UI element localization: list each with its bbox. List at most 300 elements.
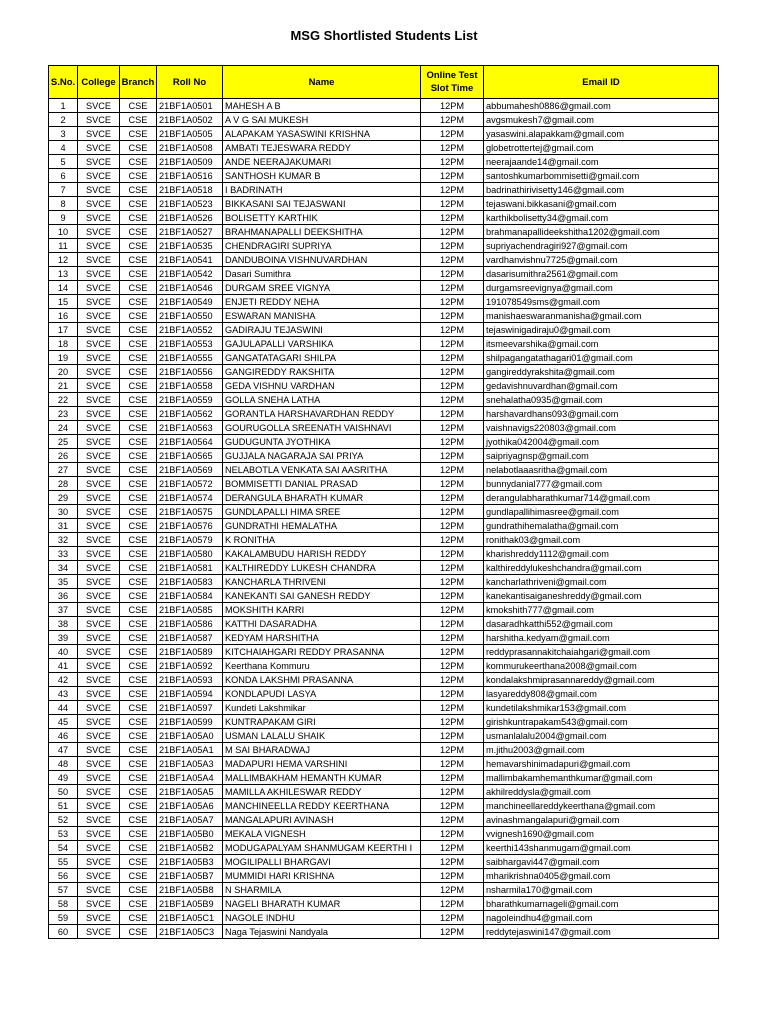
cell-rollno: 21BF1A0509 — [157, 155, 223, 169]
cell-slot-time: 12PM — [421, 799, 484, 813]
table-row — [49, 631, 719, 645]
cell-email: shilpagangatathagari01@gmail.com — [484, 351, 719, 365]
cell-slot-time: 12PM — [421, 155, 484, 169]
cell-slot-time: 12PM — [421, 631, 484, 645]
cell-rollno: 21BF1A0552 — [157, 323, 223, 337]
cell-email: kondalakshmiprasannareddy@gmail.com — [484, 673, 719, 687]
cell-rollno: 21BF1A0535 — [157, 239, 223, 253]
page-title: MSG Shortlisted Students List — [290, 28, 478, 43]
cell-college: SVCE — [78, 449, 120, 463]
cell-branch: CSE — [120, 701, 157, 715]
cell-branch: CSE — [120, 547, 157, 561]
table-row — [49, 687, 719, 701]
cell-slot-time: 12PM — [421, 463, 484, 477]
cell-name: GUNDLAPALLI HIMA SREE — [223, 505, 421, 519]
cell-college: SVCE — [78, 295, 120, 309]
cell-branch: CSE — [120, 841, 157, 855]
cell-name: M SAI BHARADWAJ — [223, 743, 421, 757]
cell-branch: CSE — [120, 799, 157, 813]
cell-rollno: 21BF1A0586 — [157, 617, 223, 631]
cell-email: dasaradhkatthi552@gmail.com — [484, 617, 719, 631]
cell-sno: 26 — [49, 449, 78, 463]
cell-college: SVCE — [78, 505, 120, 519]
cell-slot-time: 12PM — [421, 197, 484, 211]
cell-sno: 33 — [49, 547, 78, 561]
cell-email: hemavarshinimadapuri@gmail.com — [484, 757, 719, 771]
cell-slot-time: 12PM — [421, 911, 484, 925]
cell-sno: 19 — [49, 351, 78, 365]
cell-sno: 58 — [49, 897, 78, 911]
cell-slot-time: 12PM — [421, 449, 484, 463]
table-row — [49, 197, 719, 211]
header-sno: S.No. — [49, 66, 78, 99]
cell-sno: 23 — [49, 407, 78, 421]
cell-rollno: 21BF1A0555 — [157, 351, 223, 365]
table-row — [49, 883, 719, 897]
cell-sno: 12 — [49, 253, 78, 267]
cell-branch: CSE — [120, 113, 157, 127]
cell-rollno: 21BF1A0585 — [157, 603, 223, 617]
cell-branch: CSE — [120, 897, 157, 911]
cell-email: brahmanapallideekshitha1202@gmail.com — [484, 225, 719, 239]
cell-email: m.jithu2003@gmail.com — [484, 743, 719, 757]
cell-rollno: 21BF1A0556 — [157, 365, 223, 379]
cell-slot-time: 12PM — [421, 379, 484, 393]
cell-college: SVCE — [78, 687, 120, 701]
table-row — [49, 435, 719, 449]
cell-email: manishaeswaranmanisha@gmail.com — [484, 309, 719, 323]
cell-email: vaishnavigs220803@gmail.com — [484, 421, 719, 435]
cell-branch: CSE — [120, 239, 157, 253]
cell-name: Kundeti Lakshmikar — [223, 701, 421, 715]
cell-slot-time: 12PM — [421, 491, 484, 505]
cell-email: vvignesh1690@gmail.com — [484, 827, 719, 841]
cell-branch: CSE — [120, 225, 157, 239]
header-slot-line2: Slot Time — [430, 83, 474, 94]
cell-name: GORANTLA HARSHAVARDHAN REDDY — [223, 407, 421, 421]
table-row — [49, 869, 719, 883]
cell-sno: 42 — [49, 673, 78, 687]
cell-sno: 4 — [49, 141, 78, 155]
cell-rollno: 21BF1A0575 — [157, 505, 223, 519]
cell-college: SVCE — [78, 267, 120, 281]
cell-sno: 59 — [49, 911, 78, 925]
cell-sno: 54 — [49, 841, 78, 855]
cell-slot-time: 12PM — [421, 141, 484, 155]
cell-rollno: 21BF1A0541 — [157, 253, 223, 267]
table-row — [49, 449, 719, 463]
cell-rollno: 21BF1A0562 — [157, 407, 223, 421]
cell-rollno: 21BF1A05A4 — [157, 771, 223, 785]
cell-sno: 49 — [49, 771, 78, 785]
cell-name: MUMMIDI HARI KRISHNA — [223, 869, 421, 883]
cell-college: SVCE — [78, 393, 120, 407]
cell-name: Naga Tejaswini Nandyala — [223, 925, 421, 939]
cell-email: kundetilakshmikar153@gmail.com — [484, 701, 719, 715]
cell-sno: 20 — [49, 365, 78, 379]
cell-rollno: 21BF1A0583 — [157, 575, 223, 589]
cell-name: MOKSHITH KARRI — [223, 603, 421, 617]
table-row — [49, 337, 719, 351]
cell-sno: 9 — [49, 211, 78, 225]
cell-rollno: 21BF1A0589 — [157, 645, 223, 659]
cell-college: SVCE — [78, 757, 120, 771]
table-row — [49, 617, 719, 631]
header-name: Name — [223, 66, 421, 99]
cell-name: BRAHMANAPALLI DEEKSHITHA — [223, 225, 421, 239]
cell-slot-time: 12PM — [421, 547, 484, 561]
cell-sno: 2 — [49, 113, 78, 127]
cell-email: usmanlalalu2004@gmail.com — [484, 729, 719, 743]
cell-rollno: 21BF1A05B9 — [157, 897, 223, 911]
cell-sno: 27 — [49, 463, 78, 477]
table-row — [49, 897, 719, 911]
table-row — [49, 533, 719, 547]
cell-branch: CSE — [120, 519, 157, 533]
cell-college: SVCE — [78, 869, 120, 883]
header-slot-line1: Online Test — [426, 70, 478, 81]
cell-email: derangulabharathkumar714@gmail.com — [484, 491, 719, 505]
cell-slot-time: 12PM — [421, 687, 484, 701]
cell-name: K RONITHA — [223, 533, 421, 547]
cell-rollno: 21BF1A05B3 — [157, 855, 223, 869]
cell-name: I BADRINATH — [223, 183, 421, 197]
cell-sno: 36 — [49, 589, 78, 603]
cell-slot-time: 12PM — [421, 757, 484, 771]
table-row — [49, 463, 719, 477]
cell-name: NAGOLE INDHU — [223, 911, 421, 925]
cell-name: USMAN LALALU SHAIK — [223, 729, 421, 743]
cell-slot-time: 12PM — [421, 337, 484, 351]
cell-college: SVCE — [78, 155, 120, 169]
cell-college: SVCE — [78, 855, 120, 869]
cell-branch: CSE — [120, 449, 157, 463]
cell-sno: 25 — [49, 435, 78, 449]
cell-college: SVCE — [78, 463, 120, 477]
cell-slot-time: 12PM — [421, 715, 484, 729]
cell-slot-time: 12PM — [421, 589, 484, 603]
table-row — [49, 561, 719, 575]
table-row — [49, 841, 719, 855]
cell-rollno: 21BF1A0501 — [157, 99, 223, 113]
cell-name: KITCHAIAHGARI REDDY PRASANNA — [223, 645, 421, 659]
cell-email: kancharlathriveni@gmail.com — [484, 575, 719, 589]
cell-slot-time: 12PM — [421, 785, 484, 799]
cell-branch: CSE — [120, 813, 157, 827]
cell-name: ESWARAN MANISHA — [223, 309, 421, 323]
cell-name: MOGILIPALLI BHARGAVI — [223, 855, 421, 869]
cell-college: SVCE — [78, 477, 120, 491]
cell-slot-time: 12PM — [421, 813, 484, 827]
table-row — [49, 827, 719, 841]
cell-slot-time: 12PM — [421, 659, 484, 673]
cell-name: KONDA LAKSHMI PRASANNA — [223, 673, 421, 687]
cell-rollno: 21BF1A05B2 — [157, 841, 223, 855]
cell-branch: CSE — [120, 785, 157, 799]
cell-branch: CSE — [120, 99, 157, 113]
cell-name: MALLIMBAKHAM HEMANTH KUMAR — [223, 771, 421, 785]
cell-branch: CSE — [120, 197, 157, 211]
cell-rollno: 21BF1A0559 — [157, 393, 223, 407]
cell-slot-time: 12PM — [421, 925, 484, 939]
cell-college: SVCE — [78, 183, 120, 197]
cell-name: CHENDRAGIRI SUPRIYA — [223, 239, 421, 253]
table-row — [49, 645, 719, 659]
cell-college: SVCE — [78, 281, 120, 295]
cell-branch: CSE — [120, 281, 157, 295]
cell-name: GEDA VISHNU VARDHAN — [223, 379, 421, 393]
cell-sno: 35 — [49, 575, 78, 589]
cell-sno: 7 — [49, 183, 78, 197]
cell-slot-time: 12PM — [421, 365, 484, 379]
cell-rollno: 21BF1A05A5 — [157, 785, 223, 799]
table-row — [49, 813, 719, 827]
cell-rollno: 21BF1A05A1 — [157, 743, 223, 757]
cell-branch: CSE — [120, 407, 157, 421]
cell-slot-time: 12PM — [421, 743, 484, 757]
cell-sno: 45 — [49, 715, 78, 729]
cell-slot-time: 12PM — [421, 127, 484, 141]
cell-branch: CSE — [120, 715, 157, 729]
cell-email: gedavishnuvardhan@gmail.com — [484, 379, 719, 393]
cell-email: durgamsreevignya@gmail.com — [484, 281, 719, 295]
table-row — [49, 155, 719, 169]
cell-branch: CSE — [120, 855, 157, 869]
cell-branch: CSE — [120, 673, 157, 687]
table-row — [49, 771, 719, 785]
cell-college: SVCE — [78, 771, 120, 785]
cell-sno: 21 — [49, 379, 78, 393]
cell-branch: CSE — [120, 477, 157, 491]
cell-name: GUNDRATHI HEMALATHA — [223, 519, 421, 533]
cell-college: SVCE — [78, 435, 120, 449]
cell-slot-time: 12PM — [421, 295, 484, 309]
cell-branch: CSE — [120, 337, 157, 351]
cell-sno: 11 — [49, 239, 78, 253]
table-row — [49, 715, 719, 729]
cell-branch: CSE — [120, 393, 157, 407]
cell-branch: CSE — [120, 253, 157, 267]
cell-slot-time: 12PM — [421, 351, 484, 365]
cell-email: ronithak03@gmail.com — [484, 533, 719, 547]
table-row — [49, 407, 719, 421]
cell-rollno: 21BF1A0592 — [157, 659, 223, 673]
cell-name: GANGIREDDY RAKSHITA — [223, 365, 421, 379]
cell-sno: 60 — [49, 925, 78, 939]
cell-branch: CSE — [120, 323, 157, 337]
cell-sno: 30 — [49, 505, 78, 519]
cell-branch: CSE — [120, 659, 157, 673]
cell-rollno: 21BF1A0527 — [157, 225, 223, 239]
cell-sno: 38 — [49, 617, 78, 631]
table-row — [49, 183, 719, 197]
cell-name: BOMMISETTI DANIAL PRASAD — [223, 477, 421, 491]
cell-college: SVCE — [78, 309, 120, 323]
cell-college: SVCE — [78, 729, 120, 743]
cell-name: GAJULAPALLI VARSHIKA — [223, 337, 421, 351]
cell-college: SVCE — [78, 575, 120, 589]
cell-slot-time: 12PM — [421, 435, 484, 449]
cell-slot-time: 12PM — [421, 855, 484, 869]
cell-rollno: 21BF1A0550 — [157, 309, 223, 323]
cell-college: SVCE — [78, 225, 120, 239]
cell-college: SVCE — [78, 211, 120, 225]
cell-email: saipriyagnsp@gmail.com — [484, 449, 719, 463]
table-row — [49, 673, 719, 687]
cell-email: nagoleindhu4@gmail.com — [484, 911, 719, 925]
cell-sno: 31 — [49, 519, 78, 533]
cell-name: AMBATI TEJESWARA REDDY — [223, 141, 421, 155]
cell-name: BOLISETTY KARTHIK — [223, 211, 421, 225]
cell-slot-time: 12PM — [421, 267, 484, 281]
cell-college: SVCE — [78, 925, 120, 939]
cell-sno: 48 — [49, 757, 78, 771]
cell-slot-time: 12PM — [421, 645, 484, 659]
cell-sno: 10 — [49, 225, 78, 239]
cell-rollno: 21BF1A05B8 — [157, 883, 223, 897]
cell-rollno: 21BF1A0508 — [157, 141, 223, 155]
cell-email: avgsmukesh7@gmail.com — [484, 113, 719, 127]
table-row — [49, 267, 719, 281]
cell-name: ALAPAKAM YASASWINI KRISHNA — [223, 127, 421, 141]
cell-name: DURGAM SREE VIGNYA — [223, 281, 421, 295]
cell-rollno: 21BF1A05C1 — [157, 911, 223, 925]
cell-name: MANGALAPURI AVINASH — [223, 813, 421, 827]
cell-college: SVCE — [78, 323, 120, 337]
cell-slot-time: 12PM — [421, 561, 484, 575]
cell-email: bharathkumarnageli@gmail.com — [484, 897, 719, 911]
cell-name: KALTHIREDDY LUKESH CHANDRA — [223, 561, 421, 575]
cell-name: GOLLA SNEHA LATHA — [223, 393, 421, 407]
cell-name: GUJJALA NAGARAJA SAI PRIYA — [223, 449, 421, 463]
cell-college: SVCE — [78, 127, 120, 141]
cell-rollno: 21BF1A0502 — [157, 113, 223, 127]
cell-slot-time: 12PM — [421, 225, 484, 239]
table-row — [49, 757, 719, 771]
cell-rollno: 21BF1A0581 — [157, 561, 223, 575]
table-row — [49, 295, 719, 309]
table-row — [49, 379, 719, 393]
cell-college: SVCE — [78, 253, 120, 267]
cell-college: SVCE — [78, 99, 120, 113]
cell-branch: CSE — [120, 351, 157, 365]
cell-college: SVCE — [78, 239, 120, 253]
cell-email: gundlapallihimasree@gmail.com — [484, 505, 719, 519]
cell-rollno: 21BF1A0587 — [157, 631, 223, 645]
cell-email: girishkuntrapakam543@gmail.com — [484, 715, 719, 729]
cell-slot-time: 12PM — [421, 617, 484, 631]
cell-name: MANCHINEELLA REDDY KEERTHANA — [223, 799, 421, 813]
cell-email: bunnydanial777@gmail.com — [484, 477, 719, 491]
cell-slot-time: 12PM — [421, 701, 484, 715]
cell-rollno: 21BF1A0594 — [157, 687, 223, 701]
cell-college: SVCE — [78, 379, 120, 393]
cell-name: KANCHARLA THRIVENI — [223, 575, 421, 589]
cell-slot-time: 12PM — [421, 519, 484, 533]
cell-name: KATTHI DASARADHA — [223, 617, 421, 631]
cell-college: SVCE — [78, 673, 120, 687]
cell-college: SVCE — [78, 561, 120, 575]
cell-branch: CSE — [120, 491, 157, 505]
table-row — [49, 421, 719, 435]
cell-email: karthikbolisetty34@gmail.com — [484, 211, 719, 225]
cell-email: manchineellareddykeerthana@gmail.com — [484, 799, 719, 813]
table-row — [49, 253, 719, 267]
cell-name: ENJETI REDDY NEHA — [223, 295, 421, 309]
cell-college: SVCE — [78, 197, 120, 211]
table-row — [49, 127, 719, 141]
cell-slot-time: 12PM — [421, 827, 484, 841]
table-row — [49, 785, 719, 799]
cell-college: SVCE — [78, 841, 120, 855]
table-row — [49, 113, 719, 127]
cell-branch: CSE — [120, 589, 157, 603]
table-row — [49, 491, 719, 505]
cell-college: SVCE — [78, 169, 120, 183]
cell-sno: 6 — [49, 169, 78, 183]
cell-rollno: 21BF1A0563 — [157, 421, 223, 435]
cell-slot-time: 12PM — [421, 99, 484, 113]
cell-college: SVCE — [78, 141, 120, 155]
cell-branch: CSE — [120, 645, 157, 659]
cell-email: keerthi143shanmugam@gmail.com — [484, 841, 719, 855]
cell-name: MODUGAPALYAM SHANMUGAM KEERTHI I — [223, 841, 421, 855]
cell-slot-time: 12PM — [421, 281, 484, 295]
cell-name: DANDUBOINA VISHNUVARDHAN — [223, 253, 421, 267]
cell-email: harshitha.kedyam@gmail.com — [484, 631, 719, 645]
cell-email: kharishreddy1112@gmail.com — [484, 547, 719, 561]
cell-college: SVCE — [78, 407, 120, 421]
cell-name: MAHESH A B — [223, 99, 421, 113]
header-college: College — [78, 66, 120, 99]
cell-branch: CSE — [120, 533, 157, 547]
cell-rollno: 21BF1A05C3 — [157, 925, 223, 939]
cell-rollno: 21BF1A0576 — [157, 519, 223, 533]
cell-rollno: 21BF1A0505 — [157, 127, 223, 141]
table-row — [49, 743, 719, 757]
table-row — [49, 519, 719, 533]
table-row — [49, 365, 719, 379]
cell-name: KEDYAM HARSHITHA — [223, 631, 421, 645]
cell-email: globetrottertej@gmail.com — [484, 141, 719, 155]
cell-sno: 56 — [49, 869, 78, 883]
cell-branch: CSE — [120, 911, 157, 925]
cell-branch: CSE — [120, 575, 157, 589]
cell-college: SVCE — [78, 547, 120, 561]
cell-email: neerajaande14@gmail.com — [484, 155, 719, 169]
cell-email: kommurukeerthana2008@gmail.com — [484, 659, 719, 673]
cell-sno: 53 — [49, 827, 78, 841]
cell-slot-time: 12PM — [421, 883, 484, 897]
table-row — [49, 701, 719, 715]
cell-email: reddytejaswini147@gmail.com — [484, 925, 719, 939]
cell-branch: CSE — [120, 267, 157, 281]
cell-rollno: 21BF1A0599 — [157, 715, 223, 729]
cell-college: SVCE — [78, 617, 120, 631]
cell-email: mallimbakamhemanthkumar@gmail.com — [484, 771, 719, 785]
cell-sno: 40 — [49, 645, 78, 659]
cell-slot-time: 12PM — [421, 869, 484, 883]
cell-sno: 15 — [49, 295, 78, 309]
cell-sno: 5 — [49, 155, 78, 169]
cell-name: NELABOTLA VENKATA SAI AASRITHA — [223, 463, 421, 477]
cell-rollno: 21BF1A0569 — [157, 463, 223, 477]
cell-college: SVCE — [78, 799, 120, 813]
cell-rollno: 21BF1A0565 — [157, 449, 223, 463]
cell-college: SVCE — [78, 743, 120, 757]
cell-branch: CSE — [120, 925, 157, 939]
cell-college: SVCE — [78, 883, 120, 897]
